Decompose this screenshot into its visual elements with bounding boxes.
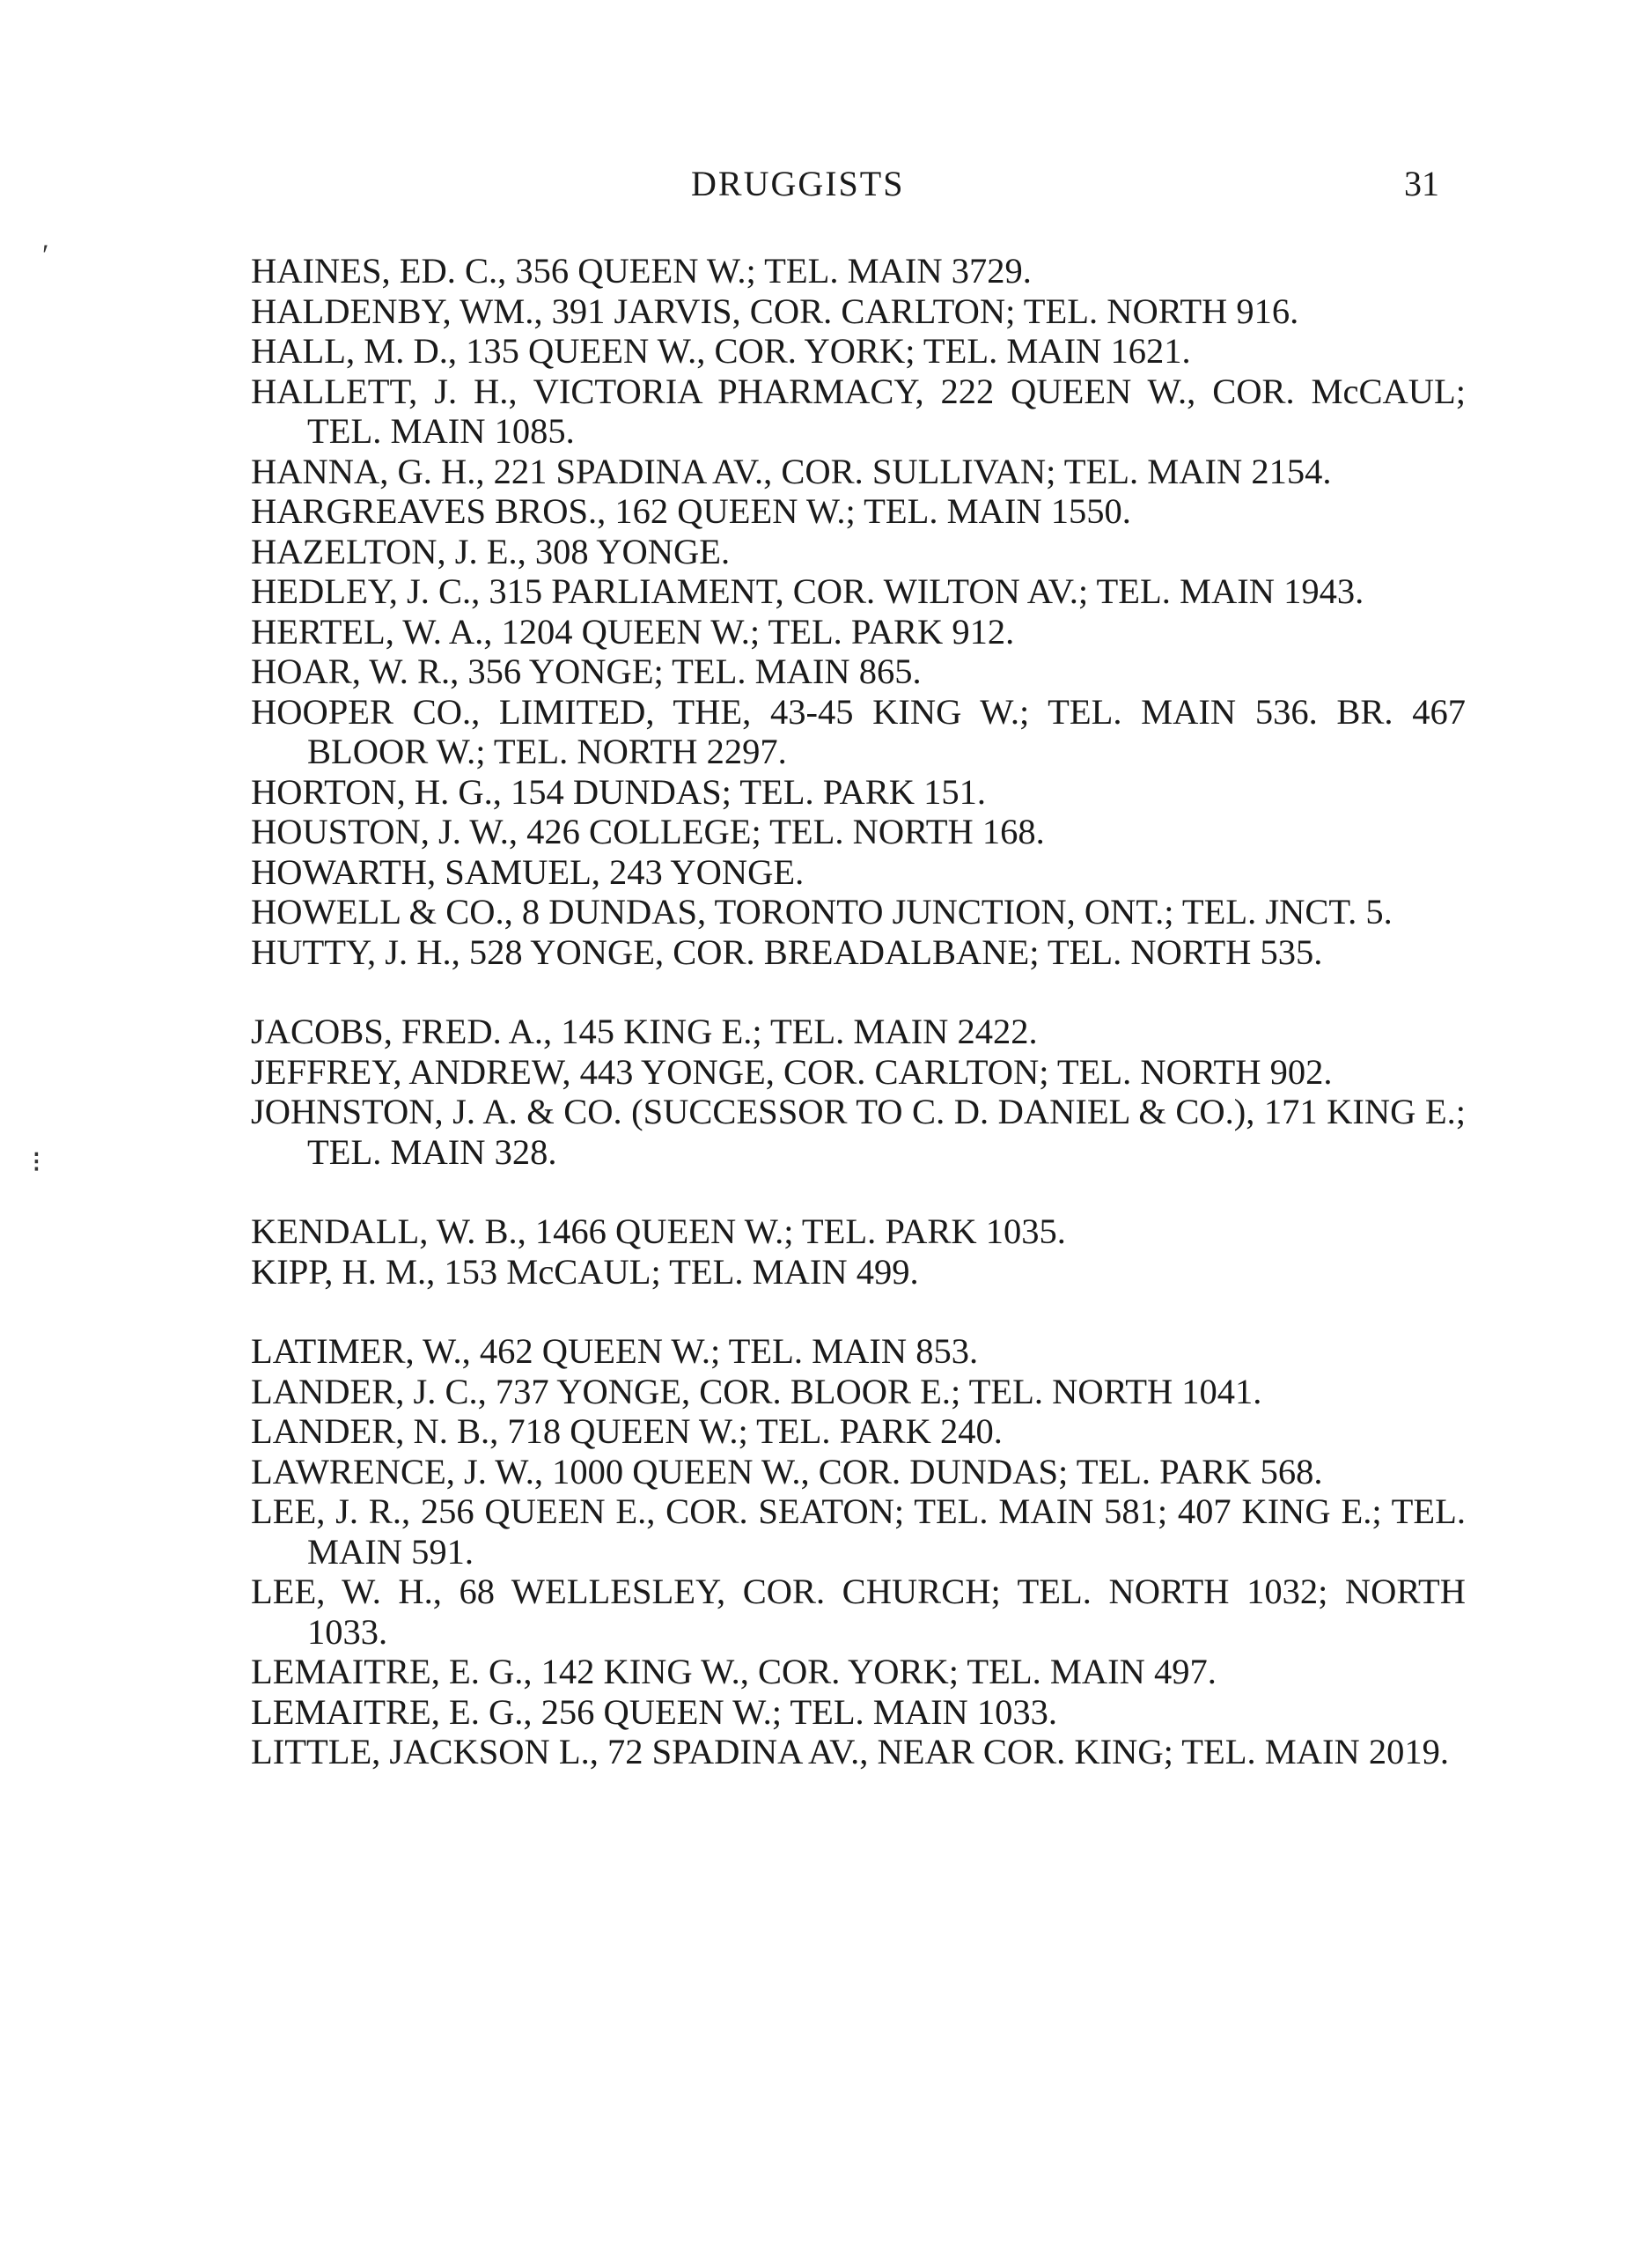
directory-entry: LAWRENCE, J. W., 1000 QUEEN W., COR. DUNDAS; TEL. PARK 568. [251,1451,1323,1491]
directory-entry: HALLETT, J. H., VICTORIA PHARMACY, 222 QUEEN W., COR. McCAUL; TEL. MAIN 1085. [251,371,1466,451]
directory-entry: HOAR, W. R., 356 YONGE; TEL. MAIN 865. [251,652,922,691]
directory-entry: LEE, W. H., 68 WELLESLEY, COR. CHURCH; TEL. NORTH 1032; NORTH 1033. [251,1572,1466,1652]
page-title: DRUGGISTS [691,164,905,203]
directory-entry: KIPP, H. M., 153 McCAUL; TEL. MAIN 499. [251,1251,919,1292]
directory-entry: HAZELTON, J. E., 308 YONGE. [251,531,731,571]
directory-entry: HAINES, ED. C., 356 QUEEN W.; TEL. MAIN 3729. [251,251,1032,291]
directory-entry: HOUSTON, J. W., 426 COLLEGE; TEL. NORTH 168. [251,812,1045,851]
directory-entry: HARGREAVES BROS., 162 QUEEN W.; TEL. MAIN 1550. [251,491,1131,531]
directory-entry: HOWELL & CO., 8 DUNDAS, TORONTO JUNCTION, ONT.; TEL. JNCT. 5. [251,892,1393,932]
directory-entry: HORTON, H. G., 154 DUNDAS; TEL. PARK 151. [251,771,987,812]
page-number: 31 [1404,164,1439,203]
directory-entry: LEE, J. R., 256 QUEEN E., COR. SEATON; TEL. MAIN 581; 407 KING E.; TEL. MAIN 591. [251,1491,1466,1572]
directory-entry: JACOBS, FRED. A., 145 KING E.; TEL. MAIN 2422. [251,1012,1038,1051]
letter-group-j [251,1012,1466,1172]
directory-entry: LITTLE, JACKSON L., 72 SPADINA AV., NEAR COR. KING; TEL. MAIN 2019. [251,1732,1449,1771]
directory-entry: HUTTY, J. H., 528 YONGE, COR. BREADALBANE; TEL. NORTH 535. [251,932,1323,972]
directory-entry: HOOPER CO., LIMITED, THE, 43-45 KING W.; TEL. MAIN 536. BR. 467 BLOOR W.; TEL. NORTH 2297. [251,691,1466,771]
directory-entries [251,251,1466,1772]
margin-mark: ʹ [42,239,49,272]
directory-entry: LANDER, J. C., 737 YONGE, COR. BLOOR E.; TEL. NORTH 1041. [251,1371,1262,1411]
directory-entry: HEDLEY, J. C., 315 PARLIAMENT, COR. WILTON AV.; TEL. MAIN 1943. [251,571,1364,611]
directory-entry: LATIMER, W., 462 QUEEN W.; TEL. MAIN 853. [251,1331,979,1371]
directory-entry: HANNA, G. H., 221 SPADINA AV., COR. SULLIVAN; TEL. MAIN 2154. [251,451,1332,491]
letter-group-l [251,1331,1466,1772]
directory-entry: HERTEL, W. A., 1204 QUEEN W.; TEL. PARK 912. [251,611,1015,652]
letter-group-h [251,251,1466,972]
directory-entry: HALDENBY, WM., 391 JARVIS, COR. CARLTON; TEL. NORTH 916. [251,291,1299,331]
directory-entry: LEMAITRE, E. G., 142 KING W., COR. YORK; TEL. MAIN 497. [251,1652,1217,1691]
directory-entry: LANDER, N. B., 718 QUEEN W.; TEL. PARK 240. [251,1411,1003,1451]
directory-entry: HOWARTH, SAMUEL, 243 YONGE. [251,851,805,892]
directory-entry: HALL, M. D., 135 QUEEN W., COR. YORK; TEL. MAIN 1621. [251,331,1191,371]
directory-entry: JEFFREY, ANDREW, 443 YONGE, COR. CARLTON; TEL. NORTH 902. [251,1051,1333,1092]
directory-entry: JOHNSTON, J. A. & CO. (SUCCESSOR TO C. D. DANIEL & CO.), 171 KING E.; TEL. MAIN 328. [251,1092,1466,1172]
letter-group-k [251,1211,1466,1292]
directory-entry: KENDALL, W. B., 1466 QUEEN W.; TEL. PARK 1035. [251,1211,1066,1251]
directory-entry: LEMAITRE, E. G., 256 QUEEN W.; TEL. MAIN 1033. [251,1691,1058,1732]
margin-mark: ⁝ [32,1146,41,1179]
page-header [0,163,1625,216]
